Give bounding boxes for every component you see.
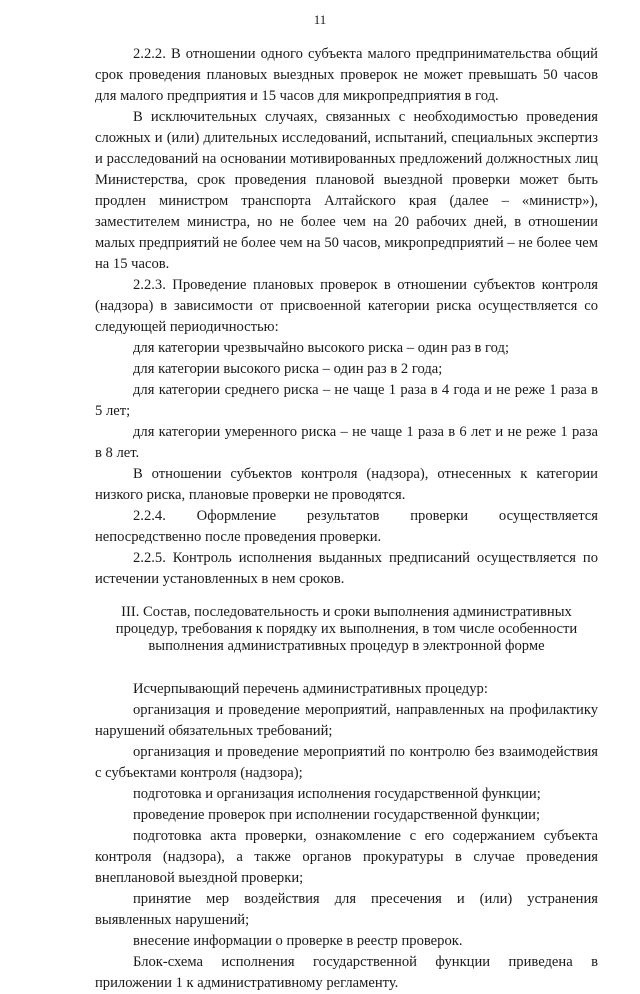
list-item-procedure: организация и проведение мероприятий, направленных на профилактику нарушений обязательных требований; [95,702,598,739]
list-item-risk-extreme: для категории чрезвычайно высокого риска – один раз в год; [133,340,509,356]
page-number: 11 [313,12,327,27]
list-item-risk-moderate: для категории умеренного риска – не чаще 1 раза в 6 лет и не реже 1 раза в 8 лет. [95,424,598,461]
paragraph-2-2-5: 2.2.5. Контроль исполнения выданных предписаний осуществляется по истечении установленных в нем сроков. [95,550,598,587]
list-item-procedure: проведение проверок при исполнении государственной функции; [133,807,541,823]
list-item-risk-medium: для категории среднего риска – не чаще 1 раза в 4 года и не реже 1 раза в 5 лет; [95,382,598,419]
list-item-procedure: принятие мер воздействия для пресечения и (или) устранения выявленных нарушений; [95,891,598,928]
section-heading-line: процедур, требования к порядку их выполнения, в том числе особенности [115,621,578,637]
paragraph-2-2-2: 2.2.2. В отношении одного субъекта малого предпринимательства общий срок проведения плановых выездных проверок не может превышать 50 часов для малого предприятия и 15 часов для микропредприятия в год. [95,46,598,104]
list-item-procedure: организация и проведение мероприятий по контролю без взаимодействия с субъектами контроля (надзора); [95,744,598,781]
paragraph-low-risk: В отношении субъектов контроля (надзора), отнесенных к категории низкого риска, плановые проверки не проводятся. [95,466,598,503]
list-item-procedure: подготовка и организация исполнения государственной функции; [133,786,541,802]
paragraph-exceptional-cases: В исключительных случаях, связанных с необходимостью проведения сложных и (или) длительных исследований, испытаний, специальных экспертиз и расследований на основании мотивированных предложений должностных лиц Министерства, срок проведения плановой выездной проверки может быть продлен министром транспорта Алтайского края (далее – «министр»), заместителем министра, но не более чем на 20 рабочих дней, в отношении малых предприятий не более чем на 50 часов, микропредприятий – не более чем на 15 часов. [95,109,598,272]
section-heading-line: III. Состав, последовательность и сроки выполнения административных [121,604,572,620]
paragraph-block-diagram: Блок-схема исполнения государственной функции приведена в приложении 1 к административному регламенту. [95,954,598,991]
section-heading-line: выполнения административных процедур в электронной форме [148,638,545,654]
paragraph-2-2-4: 2.2.4. Оформление результатов проверки осуществляется непосредственно после проведения проверки. [95,508,598,545]
list-item-procedure: внесение информации о проверке в реестр проверок. [133,933,463,949]
section-heading-iii [95,604,598,655]
paragraph-procedure-list-intro: Исчерпывающий перечень административных процедур: [133,681,488,697]
document-body [95,44,598,994]
list-item-procedure: подготовка акта проверки, ознакомление с его содержанием субъекта контроля (надзора), а также органов прокуратуры в случае проведения внеплановой выездной проверки; [95,828,598,886]
paragraph-2-2-3: 2.2.3. Проведение плановых проверок в отношении субъектов контроля (надзора) в зависимости от присвоенной категории риска осуществляется со следующей периодичностью: [95,277,598,335]
list-item-risk-high: для категории высокого риска – один раз в 2 года; [133,361,443,377]
